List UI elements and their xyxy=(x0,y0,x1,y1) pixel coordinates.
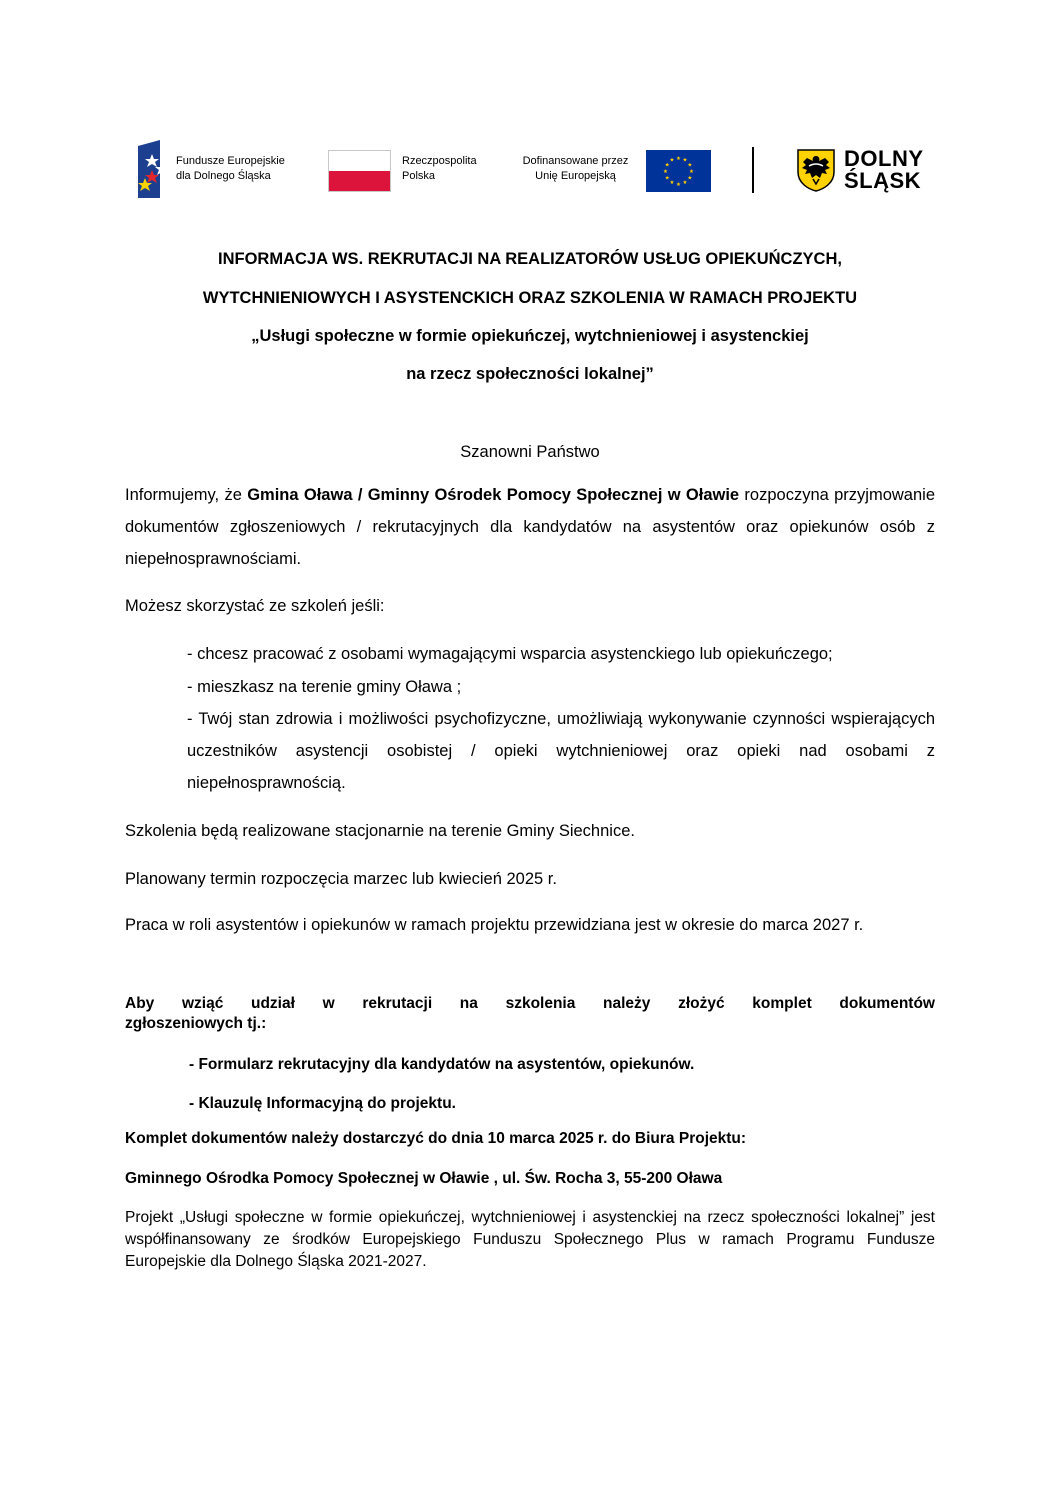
eu-star-icon: ★ xyxy=(663,168,668,175)
rp-logo-line2: Polska xyxy=(402,170,436,182)
required-document: - Formularz rekrutacyjny dla kandydatów na asystentów, opiekunów. xyxy=(189,1056,695,1073)
rp-logo-text xyxy=(402,154,477,184)
logo-bar xyxy=(0,138,1058,200)
eu-logo-line2: Unię Europejską xyxy=(535,170,616,182)
statement-location: Szkolenia będą realizowane stacjonarnie na terenie Gminy Siechnice. xyxy=(125,822,635,840)
fe-logo-line1: Fundusze Europejskie xyxy=(176,155,285,167)
eligibility-item: - mieszkasz na terenie gminy Oława ; xyxy=(187,678,462,696)
intro-paragraph xyxy=(125,479,935,575)
fe-logo-text xyxy=(176,154,285,184)
polish-flag-icon xyxy=(328,150,391,192)
rp-logo-line1: Rzeczpospolita xyxy=(402,155,477,167)
eu-star-icon: ★ xyxy=(682,157,688,164)
fe-logo xyxy=(138,140,308,198)
dolny-slask-line1: DOLNY xyxy=(844,146,924,171)
project-footer: Projekt „Usługi społeczne w formie opiekuńczej, wytchnieniowej i asystenckiej na rzecz społeczności lokalnej” jest współfinansowany ze środków Europejskiego Funduszu Społecznego Plus w ramach Programu Fundusze Europejskie dla Dolnego Śląska 2021-2027. xyxy=(125,1209,935,1270)
dolny-slask-line2: ŚLĄSK xyxy=(844,168,922,193)
eu-star-icon: ★ xyxy=(676,155,681,162)
greeting: Szanowni Państwo xyxy=(460,443,600,461)
heading-line4: na rzecz społeczności lokalnej” xyxy=(406,365,654,383)
statement-start-date: Planowany termin rozpoczęcia marzec lub kwiecień 2025 r. xyxy=(125,870,557,888)
fe-logo-line2: dla Dolnego Śląska xyxy=(176,170,271,182)
eu-star-icon: ★ xyxy=(669,180,675,187)
heading-line2: WYTCHNIENIOWYCH I ASYSTENCKICH ORAZ SZKOLENIA W RAMACH PROJEKTU xyxy=(202,289,858,307)
eu-star-icon: ★ xyxy=(687,162,693,169)
eu-star-icon: ★ xyxy=(664,162,670,169)
eu-logo-text xyxy=(514,154,637,184)
eagle-crest-icon xyxy=(796,148,836,192)
submission-deadline: Komplet dokumentów należy dostarczyć do dnia 10 marca 2025 r. do Biura Projektu: xyxy=(125,1130,747,1147)
eu-star-icon: ★ xyxy=(687,175,693,182)
requirements-lead-line1: Aby wziąć udział w rekrutacji na szkolenia należy złożyć komplet dokumentów xyxy=(125,995,935,1012)
eligibility-lead: Możesz skorzystać ze szkoleń jeśli: xyxy=(125,597,385,615)
eu-star-icon: ★ xyxy=(682,180,688,187)
logo-divider xyxy=(752,147,754,193)
eu-star-icon: ★ xyxy=(676,181,681,188)
intro-organization: Gmina Oława / Gminny Ośrodek Pomocy Społecznej w Oławie xyxy=(247,486,740,504)
intro-text-before: Informujemy, że xyxy=(125,486,248,504)
eu-star-icon: ★ xyxy=(669,157,675,164)
eu-flag-icon xyxy=(646,150,711,192)
eu-star-icon: ★ xyxy=(689,168,694,175)
eligibility-item: - chcesz pracować z osobami wymagającymi wsparcia asystenckiego lub opiekuńczego; xyxy=(187,645,833,663)
office-address: Gminnego Ośrodka Pomocy Społecznej w Oławie , ul. Św. Rocha 3, 55-200 Oława xyxy=(125,1170,723,1187)
eligibility-item: - Twój stan zdrowia i możliwości psychofizyczne, umożliwiają wykonywanie czynności wspierających uczestników asystencji osobistej / opieki wytchnieniowej oraz opieki nad osobami z niepełnosprawnością. xyxy=(187,710,935,792)
eu-logo-line1: Dofinansowane przez xyxy=(522,155,629,167)
intro-text-after: rozpoczyna przyjmowanie dokumentów zgłoszeniowych / rekrutacyjnych dla kandydatów na asystentów oraz opiekunów osób z niepełnosprawnościami. xyxy=(125,486,936,568)
heading-line3: „Usługi społeczne w formie opiekuńczej, wytchnieniowej i asystenckiej xyxy=(251,327,809,345)
fe-stars-icon xyxy=(138,140,174,198)
heading-line1: INFORMACJA WS. REKRUTACJI NA REALIZATORÓW USŁUG OPIEKUŃCZYCH, xyxy=(218,250,842,268)
statement-work-period: Praca w roli asystentów i opiekunów w ramach projektu przewidziana jest w okresie do marca 2027 r. xyxy=(125,916,864,934)
requirements-lead-line2: zgłoszeniowych tj.: xyxy=(125,1015,267,1032)
eu-star-icon: ★ xyxy=(664,175,670,182)
dolny-slask-text xyxy=(844,148,924,192)
required-document: - Klauzulę Informacyjną do projektu. xyxy=(189,1095,456,1112)
